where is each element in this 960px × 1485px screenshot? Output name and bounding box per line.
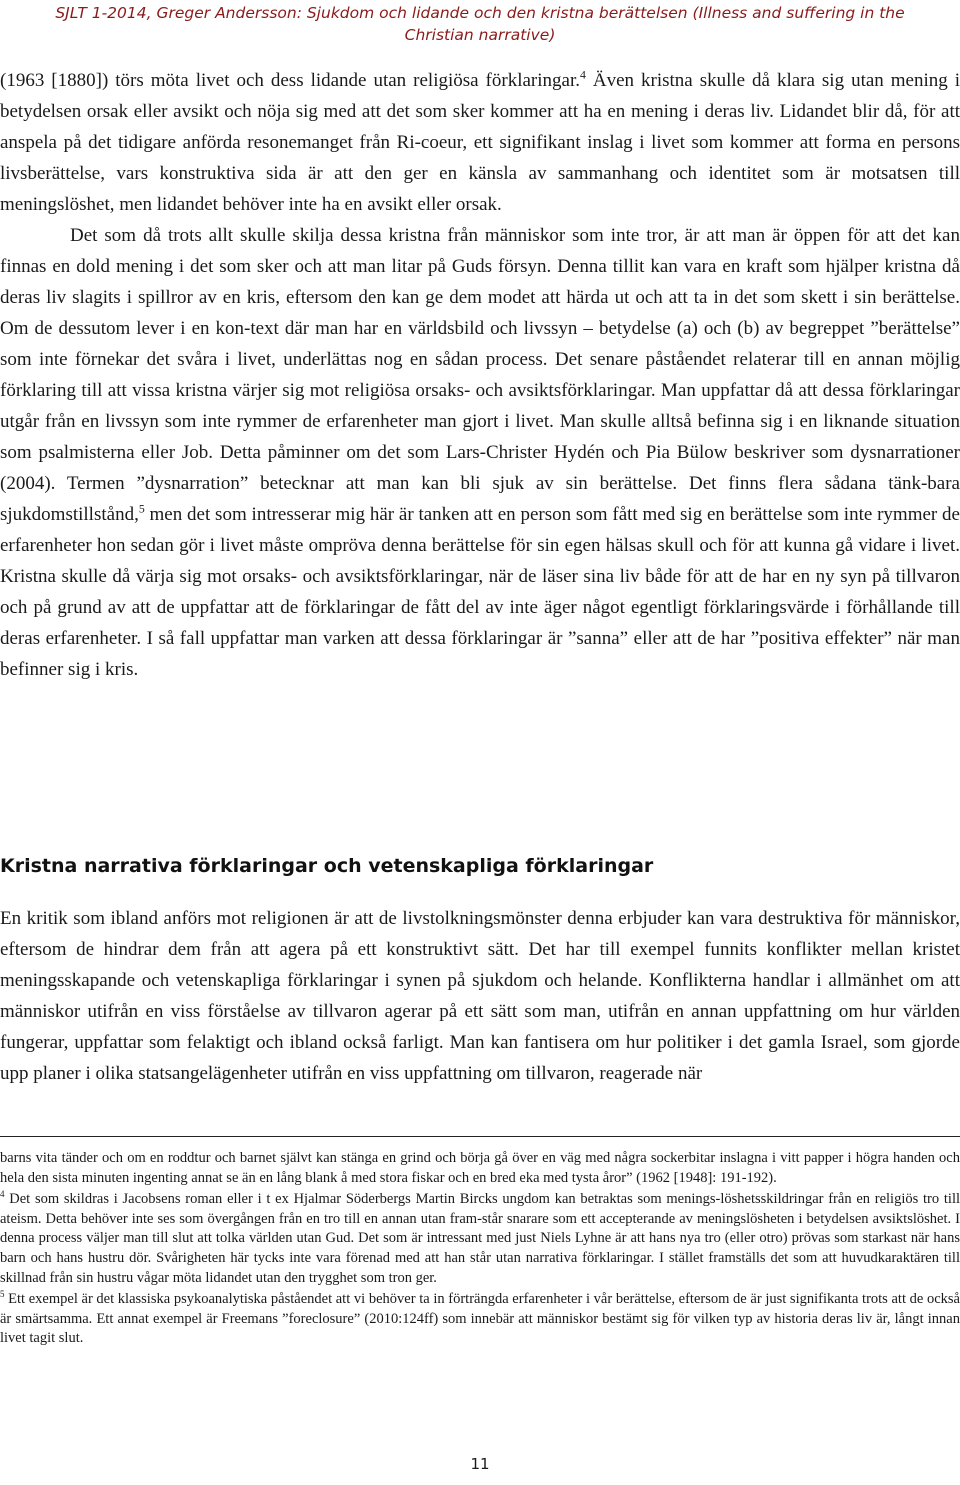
footnote-continued: barns vita tänder och om en roddtur och barnet självt kan stänga en grind och börja gå över en väg med några sockerbitar inslagna i vitt papper i högra handen och hela den sista minuten ingenting annat se än en lång blank å med stora fiskar och en bred eka med tysta åror” (1962 [1948]: 191-192).: [0, 1150, 960, 1186]
footnote-5-text: Ett exempel är det klassiska psykoanalytiska påståendet att vi behöver ta in förträngda erfarenheter i vår berättelse, eftersom de är just signifikanta trots att de också är smärtsamma. Ett annat exempel är Freemans ”foreclosure” (2010:124ff) som innebär att människor bestämt sig för vilken typ av historia deras liv är, långt innan livet tagit slut.: [0, 1291, 960, 1347]
footnote-ref-4: 4: [580, 68, 586, 82]
footnotes: [0, 1149, 960, 1351]
body-paragraph-2: [0, 220, 960, 685]
body-paragraph-1: [0, 65, 960, 220]
paragraph-1-text-b: Även kristna skulle då klara sig utan mening i betydelsen orsak eller avsikt och nöja sig med att det som sker kommer att ha en mening i deras liv. Lidandet blir då, för att anspela på det tidigare anförda resonemanget från Ri-coeur, ett signifikant inslag i livet som kommer att forma en persons livsberättelse, vars konstruktiva sida är att den ger en känsla av sammanhang och identitet som är motsatsen till meningslöshet, men lidandet behöver inte ha en avsikt eller orsak.: [0, 70, 960, 215]
footnote-4: [0, 1190, 960, 1288]
body-text-upper: [0, 65, 960, 685]
paragraph-2-text-a: Det som då trots allt skulle skilja dessa kristna från människor som inte tror, är att man är öppen för att det kan finnas en dold mening i det som sker och att man litar på Guds försyn. Denna tillit kan vara en kraft som hjälper kristna då deras liv slagits i spillror av en kris, eftersom den kan ge dem modet att härda ut och att ta in det som skett i sin berättelse. Om de dessutom lever i en kon-text där man har en världsbild och livssyn – betydelse (a) och (b) av begreppet ”berättelse” som inte förnekar det svåra i livet, underlättas nog en sådan process. Det senare påståendet relaterar till en annan möjlig förklaring till att vissa kristna värjer sig mot religiösa orsaks- och avsiktsförklaringar. Man uppfattar då att dessa förklaringar utgår från en livssyn som inte rymmer de erfarenheter man gjort i livet. Man skulle alltså befinna sig i en liknande situation som psalmisterna eller Job. Detta påminner om det som Lars-Christer Hydén och Pia Bülow beskriver som dysnarrationer (2004). Termen ”dysnarration” betecknar att man kan bli sjuk av sin berättelse. Det finns flera sådana tänk-bara sjukdomstillstånd,: [0, 225, 960, 525]
paragraph-1-text-a: (1963 [1880]) törs möta livet och dess lidande utan religiösa förklaringar.: [0, 70, 580, 91]
paragraph-2-text-b: men det som intresserar mig här är tanken att en person som fått med sig en berättelse som inte rymmer de erfarenheter hon sedan gör i livet måste ompröva denna berättelse för sin egen hälsas skull och för att kunna gå vidare i livet. Kristna skulle då värja sig mot orsaks- och avsiktsförklaringar, när de läser sina liv både för att de har en ny syn på tillvaron och på grund av att de uppfattar att de förklaringar de fått del av inte äger något egentligt förklaringsvärde i förhållande till deras erfarenheter. I så fall uppfattar man varken att dessa förklaringar är ”sanna” eller att de har ”positiva effekter” när man befinner sig i kris.: [0, 504, 960, 680]
footnote-4-text: Det som skildras i Jacobsens roman eller i t ex Hjalmar Söderbergs Martin Bircks ungdom kan betraktas som menings-löshetsskildringar från en religiös tro till ateism. Detta behöver inte ses som övergången från en tro till en annan utan fram-står snarare som ett accepterande av meningslösheten i betydelsen avsiktslöshet. I denna process väljer man till slut att tolka världen utan Gud. Det som är intressant med just Niels Lyhne är att hans nya tro (eller otro) prövas som starkast när hans barn och hans hustru dör. Svårigheten här tycks inte vara förenad med att han står utan narrativa förklaringar. I stället framställs det som att huvudkaraktären till skillnad från sin hustru vågar möta lidandet utan den trygghet som tron ger.: [0, 1191, 960, 1286]
running-header-line-2: Christian narrative): [404, 26, 556, 44]
section-heading: Kristna narrativa förklaringar och vetenskapliga förklaringar: [0, 855, 654, 877]
body-text-lower: [0, 903, 960, 1089]
running-header-line-1: SJLT 1-2014, Greger Andersson: Sjukdom och lidande och den kristna berättelsen (Illness and suffering in the: [55, 4, 905, 22]
body-paragraph-3: En kritik som ibland anförs mot religionen är att de livstolkningsmönster denna erbjuder kan vara destruktiva för människor, eftersom de hindrar dem från att agera på ett konstruktivt sätt. Det har till exempel funnits konflikter mellan kristet meningsskapande och vetenskapliga förklaringar i synen på sjukdom och helande. Konflikterna handlar i allmänhet om att människor utifrån en viss förståelse av tillvaron agerar på ett sätt som man, utifrån en annan uppfattning om hur världen fungerar, uppfattar som felaktigt och ibland också farligt. Man kan fantisera om hur politiker i det gamla Israel, som gjorde upp planer i olika statsangelägenheter utifrån en viss uppfattning om tillvaron, reagerade när: [0, 908, 960, 1084]
page-number: 11: [470, 1455, 490, 1473]
footnote-separator: [0, 1136, 960, 1137]
footnote-5: [0, 1290, 960, 1349]
footnote-ref-5: 5: [138, 502, 145, 516]
footnote-5-number: 5: [0, 1289, 5, 1300]
running-header: [10, 2, 950, 46]
footnote-4-number: 4: [0, 1189, 5, 1200]
